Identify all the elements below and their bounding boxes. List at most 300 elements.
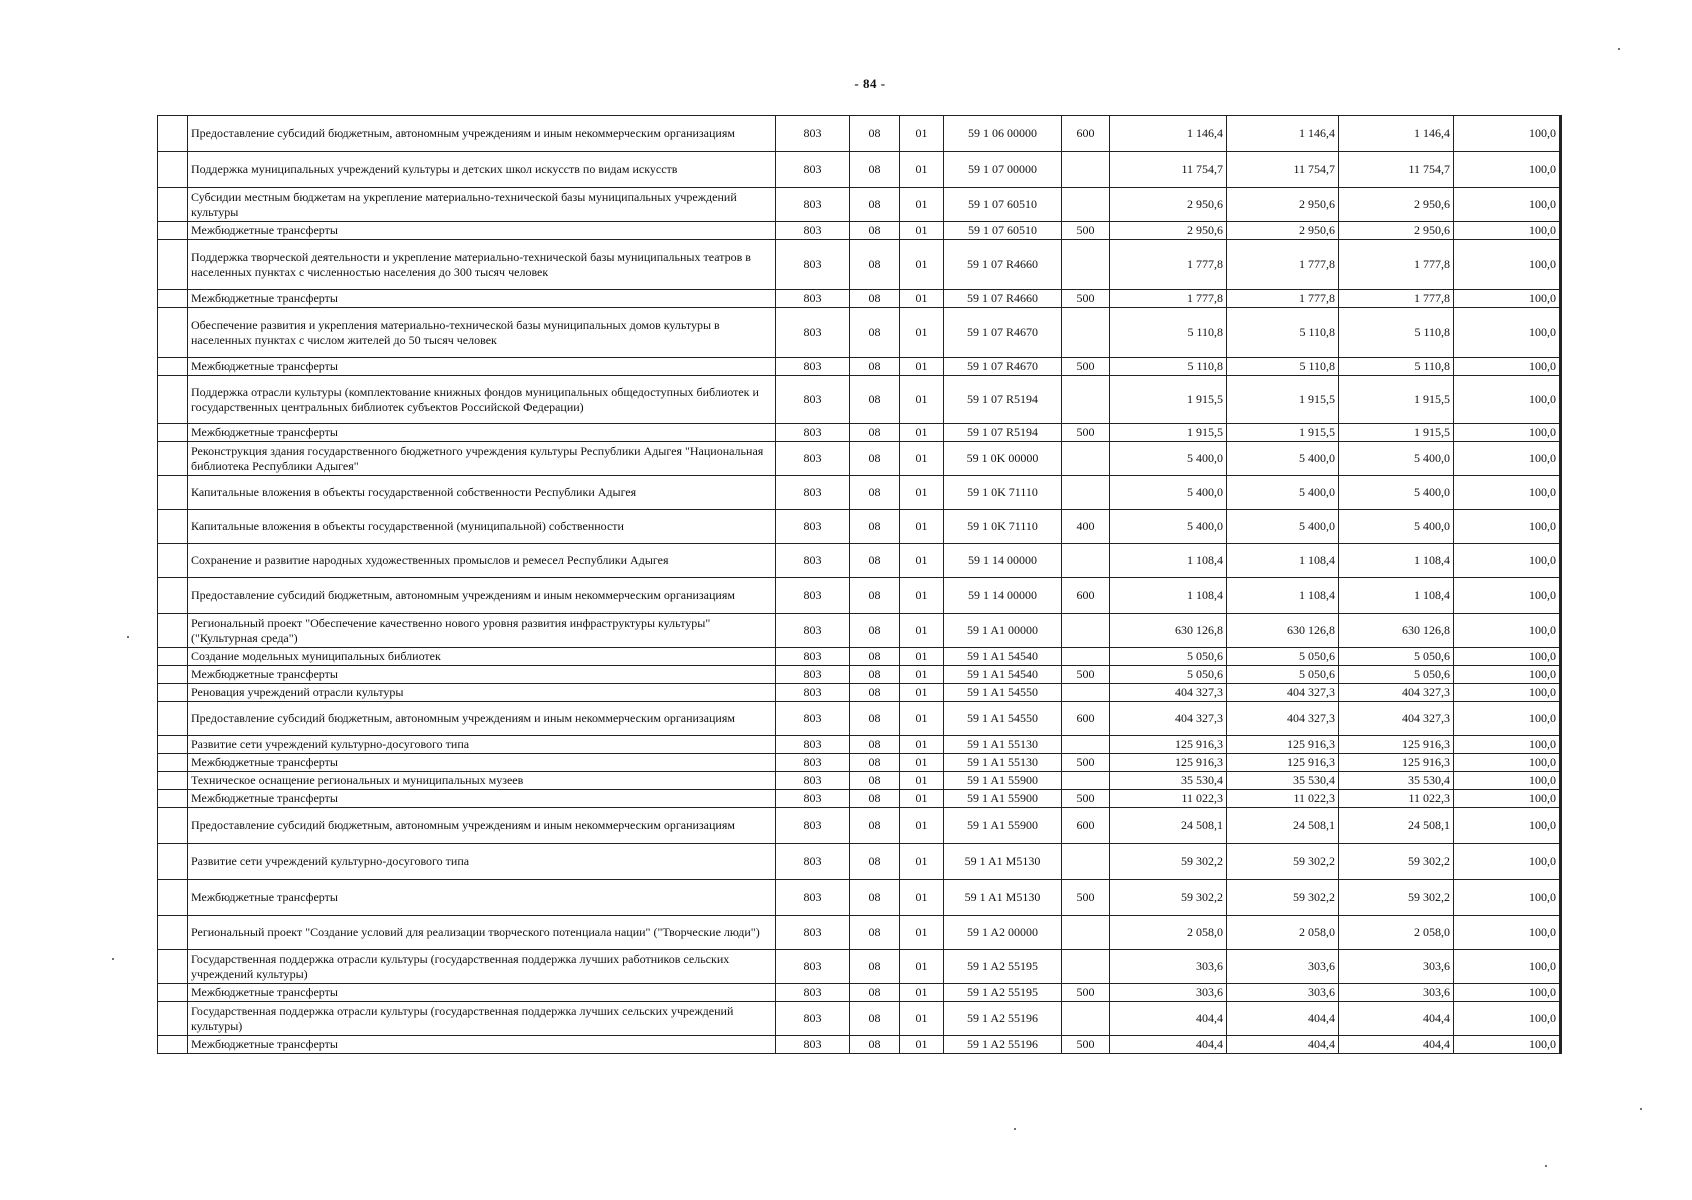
cell-ministry: 803 [776, 916, 850, 950]
cell-vr [1062, 736, 1110, 754]
cell-vr [1062, 308, 1110, 358]
cell-executed: 404,4 [1339, 1036, 1454, 1054]
cell-vr [1062, 152, 1110, 188]
cell-vr: 500 [1062, 880, 1110, 916]
cell-target: 59 1 A1 00000 [944, 614, 1062, 648]
cell-subsection: 01 [900, 476, 944, 510]
cell-target: 59 1 A1 55900 [944, 808, 1062, 844]
cell-section: 08 [850, 476, 900, 510]
cell-refined: 5 050,6 [1227, 666, 1339, 684]
cell-ministry: 803 [776, 790, 850, 808]
row-margin-cell [158, 152, 188, 188]
cell-subsection: 01 [900, 754, 944, 772]
cell-section: 08 [850, 702, 900, 736]
table-row [158, 1002, 1561, 1036]
cell-ministry: 803 [776, 984, 850, 1002]
cell-refined: 125 916,3 [1227, 736, 1339, 754]
cell-vr [1062, 188, 1110, 222]
row-margin-cell [158, 544, 188, 578]
cell-plan: 5 050,6 [1110, 648, 1227, 666]
cell-executed: 59 302,2 [1339, 880, 1454, 916]
cell-percent: 100,0 [1454, 116, 1561, 152]
cell-name: Реконструкция здания государственного бюджетного учреждения культуры Республики Адыгея "Национальная библиотека Республики Адыгея" [188, 442, 776, 476]
cell-subsection: 01 [900, 358, 944, 376]
cell-section: 08 [850, 950, 900, 984]
table-row [158, 290, 1561, 308]
cell-plan: 125 916,3 [1110, 736, 1227, 754]
cell-plan: 1 146,4 [1110, 116, 1227, 152]
cell-executed: 1 108,4 [1339, 544, 1454, 578]
cell-refined: 2 950,6 [1227, 188, 1339, 222]
cell-vr: 500 [1062, 424, 1110, 442]
cell-plan: 59 302,2 [1110, 880, 1227, 916]
cell-subsection: 01 [900, 772, 944, 790]
cell-plan: 5 050,6 [1110, 666, 1227, 684]
cell-executed: 59 302,2 [1339, 844, 1454, 880]
cell-refined: 1 915,5 [1227, 376, 1339, 424]
cell-vr [1062, 772, 1110, 790]
cell-vr: 500 [1062, 222, 1110, 240]
cell-target: 59 1 14 00000 [944, 544, 1062, 578]
cell-ministry: 803 [776, 240, 850, 290]
cell-ministry: 803 [776, 358, 850, 376]
table-row [158, 544, 1561, 578]
cell-ministry: 803 [776, 442, 850, 476]
cell-refined: 404,4 [1227, 1036, 1339, 1054]
cell-section: 08 [850, 424, 900, 442]
cell-section: 08 [850, 358, 900, 376]
row-margin-cell [158, 736, 188, 754]
cell-vr: 500 [1062, 754, 1110, 772]
cell-subsection: 01 [900, 684, 944, 702]
cell-percent: 100,0 [1454, 754, 1561, 772]
cell-ministry: 803 [776, 808, 850, 844]
cell-vr: 400 [1062, 510, 1110, 544]
cell-vr: 600 [1062, 116, 1110, 152]
cell-section: 08 [850, 790, 900, 808]
cell-section: 08 [850, 666, 900, 684]
cell-ministry: 803 [776, 666, 850, 684]
cell-name: Субсидии местным бюджетам на укрепление материально-технической базы муниципальных учреждений культуры [188, 188, 776, 222]
cell-target: 59 1 A1 54540 [944, 648, 1062, 666]
row-margin-cell [158, 984, 188, 1002]
cell-section: 08 [850, 152, 900, 188]
cell-section: 08 [850, 116, 900, 152]
cell-executed: 1 915,5 [1339, 424, 1454, 442]
scan-speck [127, 636, 129, 638]
cell-name: Техническое оснащение региональных и муниципальных музеев [188, 772, 776, 790]
cell-subsection: 01 [900, 614, 944, 648]
cell-plan: 1 108,4 [1110, 544, 1227, 578]
cell-plan: 24 508,1 [1110, 808, 1227, 844]
cell-plan: 1 777,8 [1110, 290, 1227, 308]
row-margin-cell [158, 116, 188, 152]
cell-ministry: 803 [776, 844, 850, 880]
cell-name: Создание модельных муниципальных библиотек [188, 648, 776, 666]
cell-subsection: 01 [900, 376, 944, 424]
cell-section: 08 [850, 222, 900, 240]
cell-executed: 5 400,0 [1339, 442, 1454, 476]
cell-section: 08 [850, 754, 900, 772]
cell-vr: 600 [1062, 702, 1110, 736]
cell-subsection: 01 [900, 808, 944, 844]
cell-target: 59 1 07 60510 [944, 222, 1062, 240]
cell-plan: 404,4 [1110, 1036, 1227, 1054]
cell-refined: 11 754,7 [1227, 152, 1339, 188]
cell-target: 59 1 A1 55900 [944, 790, 1062, 808]
cell-executed: 404 327,3 [1339, 684, 1454, 702]
cell-section: 08 [850, 916, 900, 950]
cell-percent: 100,0 [1454, 790, 1561, 808]
cell-executed: 2 058,0 [1339, 916, 1454, 950]
cell-plan: 5 110,8 [1110, 308, 1227, 358]
cell-refined: 11 022,3 [1227, 790, 1339, 808]
row-margin-cell [158, 754, 188, 772]
cell-target: 59 1 14 00000 [944, 578, 1062, 614]
table-row [158, 666, 1561, 684]
cell-target: 59 1 07 R4670 [944, 308, 1062, 358]
cell-plan: 404 327,3 [1110, 702, 1227, 736]
cell-target: 59 1 A2 55196 [944, 1036, 1062, 1054]
cell-subsection: 01 [900, 290, 944, 308]
cell-name: Межбюджетные трансферты [188, 984, 776, 1002]
cell-executed: 5 050,6 [1339, 648, 1454, 666]
cell-name: Предоставление субсидий бюджетным, автономным учреждениям и иным некоммерческим организациям [188, 702, 776, 736]
cell-section: 08 [850, 808, 900, 844]
cell-plan: 125 916,3 [1110, 754, 1227, 772]
cell-subsection: 01 [900, 736, 944, 754]
cell-refined: 630 126,8 [1227, 614, 1339, 648]
cell-subsection: 01 [900, 702, 944, 736]
cell-plan: 303,6 [1110, 950, 1227, 984]
table-row [158, 222, 1561, 240]
cell-executed: 125 916,3 [1339, 754, 1454, 772]
cell-executed: 303,6 [1339, 984, 1454, 1002]
cell-name: Сохранение и развитие народных художественных промыслов и ремесел Республики Адыгея [188, 544, 776, 578]
cell-vr: 600 [1062, 578, 1110, 614]
cell-plan: 11 022,3 [1110, 790, 1227, 808]
row-margin-cell [158, 702, 188, 736]
cell-plan: 2 950,6 [1110, 188, 1227, 222]
cell-executed: 11 754,7 [1339, 152, 1454, 188]
table-row [158, 308, 1561, 358]
cell-subsection: 01 [900, 916, 944, 950]
cell-executed: 5 400,0 [1339, 476, 1454, 510]
cell-name: Государственная поддержка отрасли культуры (государственная поддержка лучших сельских учреждений культуры) [188, 1002, 776, 1036]
cell-percent: 100,0 [1454, 152, 1561, 188]
cell-subsection: 01 [900, 222, 944, 240]
table-row [158, 578, 1561, 614]
cell-ministry: 803 [776, 736, 850, 754]
cell-executed: 11 022,3 [1339, 790, 1454, 808]
table-row [158, 510, 1561, 544]
cell-target: 59 1 07 00000 [944, 152, 1062, 188]
cell-name: Региональный проект "Создание условий для реализации творческого потенциала нации" ("Творческие люди") [188, 916, 776, 950]
cell-executed: 5 110,8 [1339, 358, 1454, 376]
row-margin-cell [158, 666, 188, 684]
cell-target: 59 1 A1 55130 [944, 736, 1062, 754]
cell-executed: 303,6 [1339, 950, 1454, 984]
cell-name: Межбюджетные трансферты [188, 790, 776, 808]
cell-vr: 500 [1062, 984, 1110, 1002]
cell-target: 59 1 A2 00000 [944, 916, 1062, 950]
cell-subsection: 01 [900, 844, 944, 880]
cell-ministry: 803 [776, 424, 850, 442]
cell-name: Межбюджетные трансферты [188, 1036, 776, 1054]
cell-percent: 100,0 [1454, 950, 1561, 984]
cell-refined: 1 777,8 [1227, 240, 1339, 290]
cell-name: Развитие сети учреждений культурно-досугового типа [188, 844, 776, 880]
cell-percent: 100,0 [1454, 1036, 1561, 1054]
row-margin-cell [158, 880, 188, 916]
cell-percent: 100,0 [1454, 880, 1561, 916]
cell-target: 59 1 A2 55195 [944, 984, 1062, 1002]
cell-ministry: 803 [776, 222, 850, 240]
row-margin-cell [158, 844, 188, 880]
cell-ministry: 803 [776, 950, 850, 984]
cell-percent: 100,0 [1454, 476, 1561, 510]
cell-name: Межбюджетные трансферты [188, 424, 776, 442]
cell-name: Поддержка отрасли культуры (комплектование книжных фондов муниципальных общедоступных библиотек и государственных центральных библиотек субъектов Российской Федерации) [188, 376, 776, 424]
table-row [158, 880, 1561, 916]
cell-subsection: 01 [900, 790, 944, 808]
table-row [158, 916, 1561, 950]
cell-subsection: 01 [900, 578, 944, 614]
cell-executed: 2 950,6 [1339, 222, 1454, 240]
cell-vr [1062, 614, 1110, 648]
cell-percent: 100,0 [1454, 684, 1561, 702]
row-margin-cell [158, 808, 188, 844]
cell-name: Региональный проект "Обеспечение качественно нового уровня развития инфраструктуры культуры" ("Культурная среда") [188, 614, 776, 648]
table-row [158, 790, 1561, 808]
cell-executed: 1 146,4 [1339, 116, 1454, 152]
cell-ministry: 803 [776, 476, 850, 510]
scan-speck [1618, 48, 1620, 50]
cell-executed: 5 110,8 [1339, 308, 1454, 358]
cell-refined: 125 916,3 [1227, 754, 1339, 772]
cell-target: 59 1 A1 54540 [944, 666, 1062, 684]
cell-executed: 125 916,3 [1339, 736, 1454, 754]
cell-name: Предоставление субсидий бюджетным, автономным учреждениям и иным некоммерческим организациям [188, 808, 776, 844]
cell-plan: 630 126,8 [1110, 614, 1227, 648]
cell-vr [1062, 844, 1110, 880]
cell-target: 59 1 A1 54550 [944, 684, 1062, 702]
cell-plan: 1 777,8 [1110, 240, 1227, 290]
cell-vr: 500 [1062, 790, 1110, 808]
cell-section: 08 [850, 844, 900, 880]
cell-refined: 35 530,4 [1227, 772, 1339, 790]
cell-subsection: 01 [900, 984, 944, 1002]
row-margin-cell [158, 376, 188, 424]
cell-ministry: 803 [776, 510, 850, 544]
cell-refined: 2 058,0 [1227, 916, 1339, 950]
cell-ministry: 803 [776, 648, 850, 666]
cell-section: 08 [850, 188, 900, 222]
cell-name: Межбюджетные трансферты [188, 754, 776, 772]
cell-subsection: 01 [900, 1002, 944, 1036]
cell-percent: 100,0 [1454, 424, 1561, 442]
cell-percent: 100,0 [1454, 772, 1561, 790]
cell-percent: 100,0 [1454, 358, 1561, 376]
cell-ministry: 803 [776, 116, 850, 152]
cell-target: 59 1 A1 M5130 [944, 844, 1062, 880]
cell-ministry: 803 [776, 578, 850, 614]
cell-vr [1062, 950, 1110, 984]
cell-percent: 100,0 [1454, 308, 1561, 358]
cell-plan: 2 950,6 [1110, 222, 1227, 240]
budget-table-body [158, 116, 1561, 1054]
cell-plan: 5 400,0 [1110, 442, 1227, 476]
row-margin-cell [158, 308, 188, 358]
cell-percent: 100,0 [1454, 614, 1561, 648]
cell-percent: 100,0 [1454, 376, 1561, 424]
cell-vr: 600 [1062, 808, 1110, 844]
cell-subsection: 01 [900, 666, 944, 684]
cell-target: 59 1 A1 54550 [944, 702, 1062, 736]
table-row [158, 358, 1561, 376]
cell-plan: 404 327,3 [1110, 684, 1227, 702]
cell-target: 59 1 07 R4660 [944, 290, 1062, 308]
cell-refined: 1 108,4 [1227, 578, 1339, 614]
cell-refined: 24 508,1 [1227, 808, 1339, 844]
cell-executed: 5 050,6 [1339, 666, 1454, 684]
cell-vr [1062, 916, 1110, 950]
cell-vr: 500 [1062, 358, 1110, 376]
cell-name: Предоставление субсидий бюджетным, автономным учреждениям и иным некоммерческим организациям [188, 578, 776, 614]
table-row [158, 152, 1561, 188]
cell-vr [1062, 442, 1110, 476]
row-margin-cell [158, 684, 188, 702]
cell-name: Обеспечение развития и укрепления материально-технической базы муниципальных домов культуры в населенных пунктах с числом жителей до 50 тысяч человек [188, 308, 776, 358]
cell-section: 08 [850, 880, 900, 916]
cell-percent: 100,0 [1454, 702, 1561, 736]
cell-refined: 303,6 [1227, 950, 1339, 984]
row-margin-cell [158, 614, 188, 648]
scan-speck [1014, 1128, 1016, 1130]
cell-target: 59 1 A2 55196 [944, 1002, 1062, 1036]
table-row [158, 808, 1561, 844]
cell-percent: 100,0 [1454, 666, 1561, 684]
cell-refined: 2 950,6 [1227, 222, 1339, 240]
row-margin-cell [158, 950, 188, 984]
cell-section: 08 [850, 442, 900, 476]
cell-vr [1062, 648, 1110, 666]
cell-section: 08 [850, 240, 900, 290]
cell-percent: 100,0 [1454, 510, 1561, 544]
cell-name: Предоставление субсидий бюджетным, автономным учреждениям и иным некоммерческим организациям [188, 116, 776, 152]
cell-percent: 100,0 [1454, 736, 1561, 754]
cell-name: Капитальные вложения в объекты государственной собственности Республики Адыгея [188, 476, 776, 510]
cell-refined: 5 400,0 [1227, 510, 1339, 544]
cell-subsection: 01 [900, 880, 944, 916]
cell-name: Капитальные вложения в объекты государственной (муниципальной) собственности [188, 510, 776, 544]
cell-target: 59 1 07 R5194 [944, 424, 1062, 442]
cell-name: Межбюджетные трансферты [188, 666, 776, 684]
cell-subsection: 01 [900, 1036, 944, 1054]
row-margin-cell [158, 1036, 188, 1054]
cell-vr [1062, 476, 1110, 510]
cell-target: 59 1 0K 71110 [944, 476, 1062, 510]
cell-name: Межбюджетные трансферты [188, 290, 776, 308]
cell-ministry: 803 [776, 754, 850, 772]
cell-section: 08 [850, 772, 900, 790]
cell-ministry: 803 [776, 1036, 850, 1054]
cell-percent: 100,0 [1454, 578, 1561, 614]
cell-executed: 630 126,8 [1339, 614, 1454, 648]
scan-speck [112, 958, 114, 960]
table-row [158, 476, 1561, 510]
cell-section: 08 [850, 684, 900, 702]
cell-refined: 5 050,6 [1227, 648, 1339, 666]
table-row [158, 376, 1561, 424]
row-margin-cell [158, 916, 188, 950]
table-row [158, 240, 1561, 290]
cell-ministry: 803 [776, 376, 850, 424]
row-margin-cell [158, 290, 188, 308]
cell-name: Межбюджетные трансферты [188, 358, 776, 376]
cell-section: 08 [850, 648, 900, 666]
cell-vr [1062, 544, 1110, 578]
cell-target: 59 1 A1 55900 [944, 772, 1062, 790]
cell-plan: 404,4 [1110, 1002, 1227, 1036]
cell-subsection: 01 [900, 544, 944, 578]
scan-speck [1640, 1108, 1642, 1110]
cell-vr: 500 [1062, 666, 1110, 684]
table-row [158, 424, 1561, 442]
table-row [158, 984, 1561, 1002]
cell-subsection: 01 [900, 424, 944, 442]
row-margin-cell [158, 648, 188, 666]
table-row [158, 754, 1561, 772]
cell-executed: 2 950,6 [1339, 188, 1454, 222]
cell-refined: 5 400,0 [1227, 442, 1339, 476]
cell-name: Реновация учреждений отрасли культуры [188, 684, 776, 702]
cell-section: 08 [850, 578, 900, 614]
cell-section: 08 [850, 510, 900, 544]
cell-target: 59 1 06 00000 [944, 116, 1062, 152]
cell-percent: 100,0 [1454, 844, 1561, 880]
row-margin-cell [158, 578, 188, 614]
cell-ministry: 803 [776, 544, 850, 578]
cell-plan: 11 754,7 [1110, 152, 1227, 188]
cell-ministry: 803 [776, 702, 850, 736]
cell-vr [1062, 376, 1110, 424]
row-margin-cell [158, 240, 188, 290]
scan-speck [1545, 1165, 1547, 1167]
row-margin-cell [158, 424, 188, 442]
cell-percent: 100,0 [1454, 290, 1561, 308]
cell-percent: 100,0 [1454, 648, 1561, 666]
cell-name: Развитие сети учреждений культурно-досугового типа [188, 736, 776, 754]
cell-target: 59 1 07 R5194 [944, 376, 1062, 424]
cell-percent: 100,0 [1454, 808, 1561, 844]
cell-refined: 1 146,4 [1227, 116, 1339, 152]
table-row [158, 116, 1561, 152]
cell-plan: 1 108,4 [1110, 578, 1227, 614]
cell-percent: 100,0 [1454, 544, 1561, 578]
cell-refined: 404 327,3 [1227, 684, 1339, 702]
cell-target: 59 1 0K 71110 [944, 510, 1062, 544]
cell-vr [1062, 1002, 1110, 1036]
cell-executed: 35 530,4 [1339, 772, 1454, 790]
cell-refined: 5 400,0 [1227, 476, 1339, 510]
cell-section: 08 [850, 984, 900, 1002]
cell-section: 08 [850, 1036, 900, 1054]
cell-plan: 2 058,0 [1110, 916, 1227, 950]
cell-section: 08 [850, 736, 900, 754]
cell-executed: 404 327,3 [1339, 702, 1454, 736]
cell-refined: 404 327,3 [1227, 702, 1339, 736]
